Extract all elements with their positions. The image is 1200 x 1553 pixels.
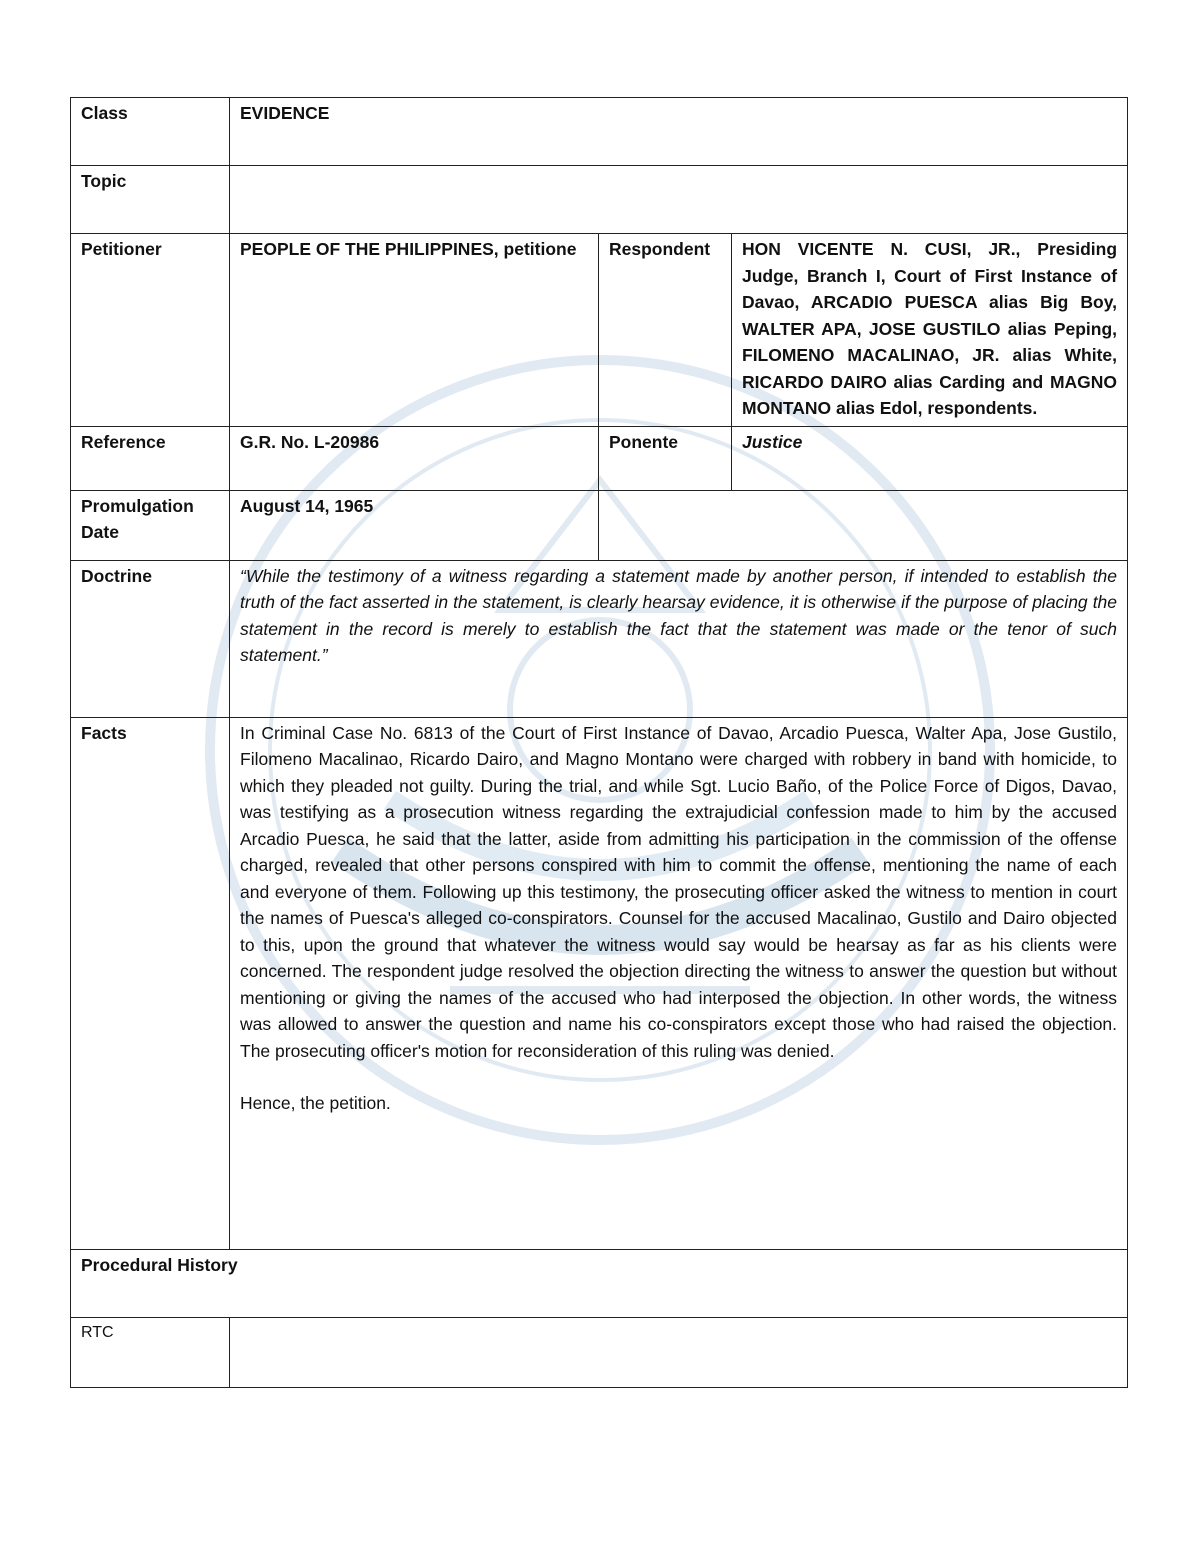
respondent-label: Respondent	[599, 234, 732, 427]
row-facts	[71, 717, 1128, 1249]
row-doctrine	[71, 560, 1128, 717]
row-parties	[71, 234, 1128, 427]
facts-label: Facts	[71, 717, 230, 1249]
row-rtc	[71, 1317, 1128, 1387]
reference-label: Reference	[71, 426, 230, 490]
class-value: EVIDENCE	[230, 98, 1128, 166]
procedural-history-label: Procedural History	[71, 1249, 1128, 1317]
doctrine-label: Doctrine	[71, 560, 230, 717]
promulgation-empty	[599, 490, 1128, 560]
row-procedural-history	[71, 1249, 1128, 1317]
class-label: Class	[71, 98, 230, 166]
topic-value	[230, 166, 1128, 234]
topic-label: Topic	[71, 166, 230, 234]
row-promulgation	[71, 490, 1128, 560]
ponente-label: Ponente	[599, 426, 732, 490]
reference-value: G.R. No. L-20986	[230, 426, 599, 490]
petitioner-value: PEOPLE OF THE PHILIPPINES, petitione	[230, 234, 599, 427]
facts-value	[230, 717, 1128, 1249]
facts-conclusion: Hence, the petition.	[240, 1093, 391, 1113]
rtc-value	[230, 1317, 1128, 1387]
row-reference	[71, 426, 1128, 490]
facts-paragraph: In Criminal Case No. 6813 of the Court of First Instance of Davao, Arcadio Puesca, Walter Apa, Jose Gustilo, Filomeno Macalinao, Ricardo Dairo, and Magno Montano were charged with robbery in band with homicide, to which they pleaded not guilty. During the trial, and while Sgt. Lucio Baño, of the Police Force of Digos, Davao, was testifying as a prosecution witness regarding the extrajudicial confession made to him by the accused Arcadio Puesca, he said that the latter, aside from admitting his participation in the commission of the offense charged, revealed that other persons conspired with him to commit the offense, mentioning the name of each and everyone of them. Following up this testimony, the prosecuting officer asked the witness to mention in court the names of Puesca's alleged co-conspirators. Counsel for the accused Macalinao, Gustilo and Dairo objected to this, upon the ground that whatever the witness would say would be hearsay as far as his clients were concerned. The respondent judge resolved the objection directing the witness to answer the question but without mentioning or giving the names of the accused who had interposed the objection. In other words, the witness was allowed to answer the question and name his co-conspirators except those who had raised the objection. The prosecuting officer's motion for reconsideration of this ruling was denied.	[240, 722, 1118, 1061]
row-class	[71, 98, 1128, 166]
row-topic	[71, 166, 1128, 234]
rtc-label: RTC	[71, 1317, 230, 1387]
ponente-value: Justice	[732, 426, 1128, 490]
promulgation-value: August 14, 1965	[230, 490, 599, 560]
doctrine-value: “While the testimony of a witness regarding a statement made by another person, if intended to establish the truth of the fact asserted in the statement, is clearly hearsay evidence, it is otherwise if the purpose of placing the statement in the record is merely to establish the fact that the statement was made or the tenor of such statement.”	[230, 560, 1128, 717]
respondent-value: HON VICENTE N. CUSI, JR., Presiding Judge, Branch I, Court of First Instance of Davao, ARCADIO PUESCA alias Big Boy, WALTER APA, JOSE GUSTILO alias Peping, FILOMENO MACALINAO, JR. alias White, RICARDO DAIRO alias Carding and MAGNO MONTANO alias Edol, respondents.	[732, 234, 1128, 427]
promulgation-label: Promulgation Date	[71, 490, 230, 560]
petitioner-label: Petitioner	[71, 234, 230, 427]
case-digest-table	[70, 97, 1128, 1388]
